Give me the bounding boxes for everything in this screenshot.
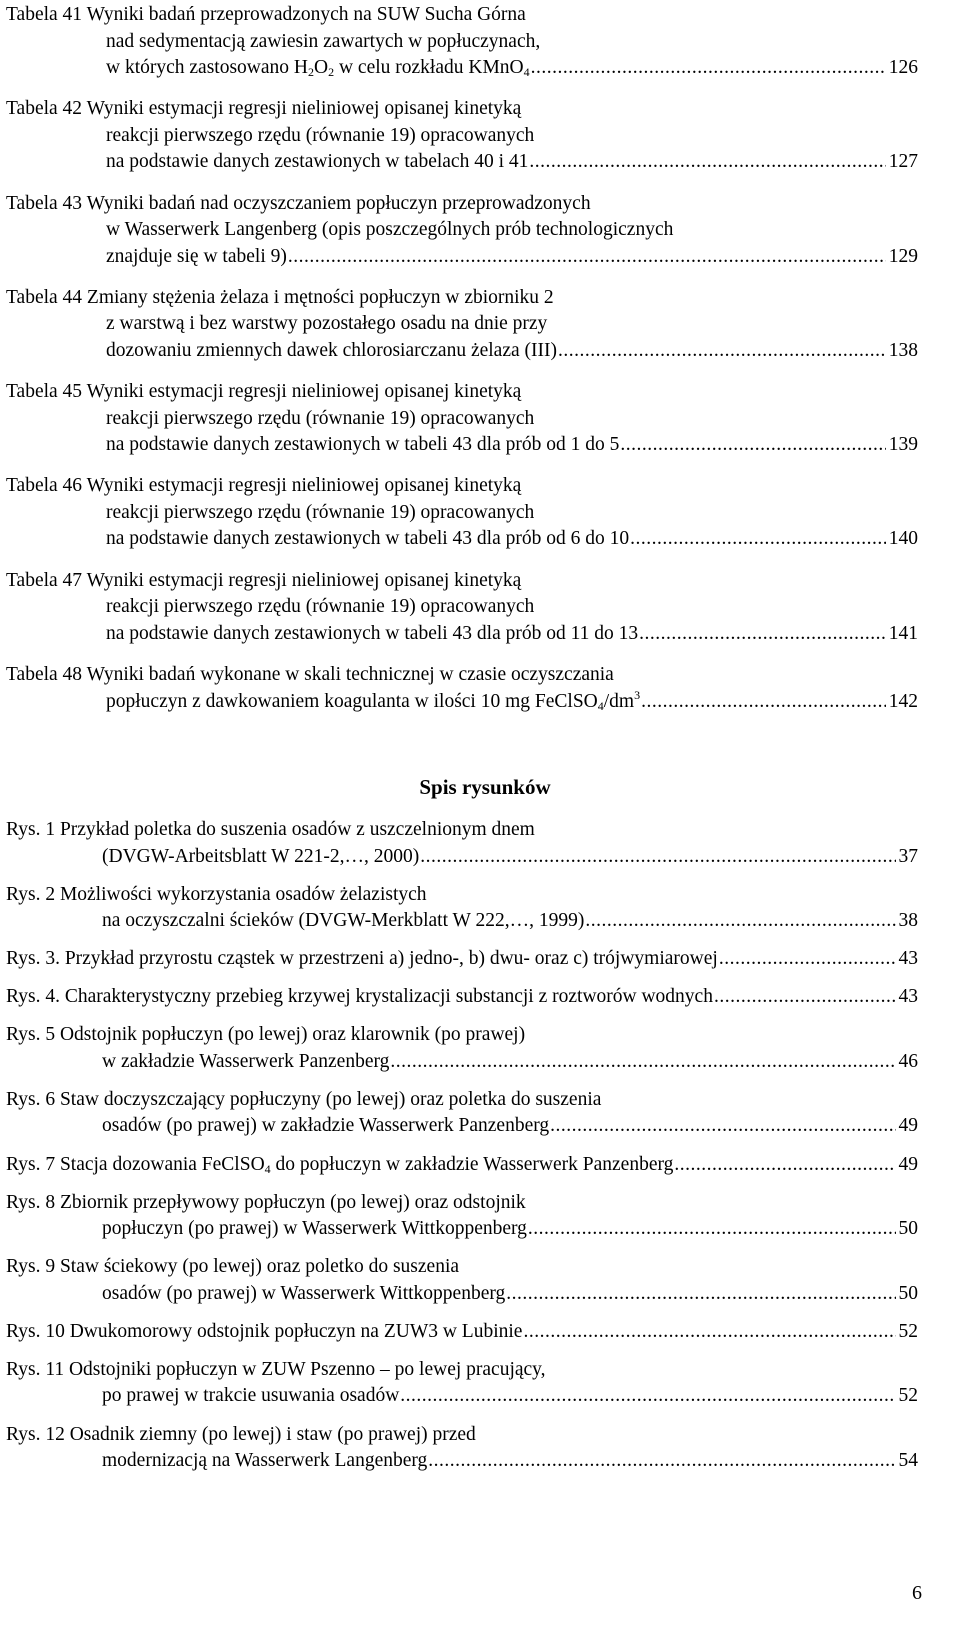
dot-leader (549, 1113, 895, 1140)
figure-entry-text-line: Rys. 6 Staw doczyszczający popłuczyny (po lewej) oraz poletka do suszenia (6, 1088, 602, 1110)
page-number: 6 (912, 1582, 922, 1604)
page-ref[interactable]: 140 (888, 528, 918, 550)
table-entry-last-line: znajduje się w tabeli 9) (106, 245, 287, 267)
page-ref[interactable]: 126 (888, 57, 918, 78)
dot-leader (522, 1319, 895, 1346)
page-ref[interactable]: 142 (888, 690, 918, 712)
table-entry-last-line: w których zastosowano $H_2O_2$ w celu rozkładu KMnO$_4$ (106, 57, 530, 79)
table-entry[interactable] (6, 96, 918, 176)
table-entry-text-line: Tabela 48 Wyniki badań wykonane w skali technicznej w czasie oczyszczania (6, 664, 614, 686)
figure-entry-last-line: popłuczyn (po prawej) w Wasserwerk Wittkoppenberg (102, 1218, 527, 1240)
table-entry[interactable] (6, 473, 918, 553)
figure-entry-text-line: Rys. 11 Odstojniki popłuczyn w ZUW Pszenno – po lewej pracujący, (6, 1358, 546, 1380)
table-entry[interactable] (6, 568, 918, 648)
dot-leader (629, 526, 886, 553)
figures-section-title: Spis rysunków (419, 775, 551, 799)
table-entry-last-line: dozowaniu zmiennych dawek chlorosiarczanu żelaza (III) (106, 339, 557, 361)
figure-entry[interactable] (6, 1152, 918, 1179)
figure-entry[interactable] (6, 1254, 918, 1307)
figure-entry-last-line: w zakładzie Wasserwerk Panzenberg (102, 1050, 390, 1072)
table-entry-text-line: reakcji pierwszego rzędu (równanie 19) opracowanych (106, 596, 535, 618)
page-ref[interactable]: 49 (898, 1153, 918, 1175)
dot-leader (427, 1448, 895, 1475)
table-entry-text-line: reakcji pierwszego rzędu (równanie 19) opracowanych (106, 124, 535, 146)
dot-leader (713, 984, 896, 1011)
figure-entry[interactable] (6, 1087, 918, 1140)
page-ref[interactable]: 54 (898, 1450, 918, 1472)
dot-leader (530, 55, 886, 82)
page-ref[interactable]: 50 (898, 1282, 918, 1304)
figure-entry[interactable] (6, 1357, 918, 1410)
table-entry[interactable] (6, 285, 918, 365)
page-ref[interactable]: 43 (898, 986, 918, 1008)
table-entry-text-line: Tabela 42 Wyniki estymacji regresji nieliniowej opisanej kinetyką (6, 98, 522, 120)
page-ref[interactable]: 138 (888, 339, 918, 361)
dot-leader (718, 946, 896, 973)
figure-entry-last-line: Rys. 10 Dwukomorowy odstojnik popłuczyn na ZUW3 w Lubinie (6, 1320, 523, 1342)
dot-leader (389, 1049, 895, 1076)
dot-leader (527, 1216, 896, 1243)
table-entry-last-line: popłuczyn z dawkowaniem koagulanta w ilości 10 mg $FeClSO_4/dm^3$ (106, 687, 641, 713)
figure-entry-text-line: Rys. 8 Zbiornik przepływowy popłuczyn (po lewej) oraz odstojnik (6, 1191, 526, 1213)
table-entry-text-line: Tabela 47 Wyniki estymacji regresji nieliniowej opisanej kinetyką (6, 569, 522, 591)
table-entry-last-line: na podstawie danych zestawionych w tabeli 43 dla prób od 11 do 13 (106, 622, 639, 644)
figure-entry-text-line: Rys. 1 Przykład poletka do suszenia osadów z uszczelnionym dnem (6, 819, 535, 840)
page-ref[interactable]: 129 (888, 245, 918, 267)
dot-leader (619, 432, 885, 459)
figure-entry-last-line: osadów (po prawej) w zakładzie Wasserwerk Panzenberg (102, 1115, 550, 1137)
page-ref[interactable]: 38 (898, 910, 918, 932)
page-ref[interactable]: 43 (898, 948, 918, 970)
table-entry-last-line: na podstawie danych zestawionych w tabeli 43 dla prób od 1 do 5 (106, 434, 620, 456)
table-entry-text-line: Tabela 44 Zmiany stężenia żelaza i mętności popłuczyn w zbiorniku 2 (6, 286, 554, 308)
table-entry[interactable] (6, 379, 918, 459)
page-ref[interactable]: 52 (898, 1385, 918, 1407)
figure-entry[interactable] (6, 1022, 918, 1075)
figure-entry-last-line: po prawej w trakcie usuwania osadów (102, 1385, 400, 1407)
page-ref[interactable]: 46 (898, 1050, 918, 1072)
page-ref[interactable]: 37 (898, 845, 918, 867)
table-entry-last-line: na podstawie danych zestawionych w tabelach 40 i 41 (106, 151, 529, 173)
figure-list (6, 817, 918, 1486)
table-entry-text-line: reakcji pierwszego rzędu (równanie 19) opracowanych (106, 407, 535, 429)
page-ref[interactable]: 49 (898, 1115, 918, 1137)
figure-entry-last-line: (DVGW-Arbeitsblatt W 221-2,…, 2000) (102, 845, 420, 867)
figure-entry-last-line: Rys. 4. Charakterystyczny przebieg krzywej krystalizacji substancji z roztworów wodnych (6, 986, 713, 1008)
figure-entry-last-line: Rys. 3. Przykład przyrostu cząstek w przestrzeni a) jedno-, b) dwu- oraz c) trójwymiarowej (6, 948, 718, 970)
figure-entry[interactable] (6, 1422, 918, 1475)
figure-entry-last-line: osadów (po prawej) w Wasserwerk Wittkoppenberg (102, 1282, 506, 1304)
figure-entry-last-line: na oczyszczalni ścieków (DVGW-Merkblatt W 222,…, 1999) (102, 910, 585, 932)
figure-entry[interactable] (6, 1319, 918, 1346)
table-entry-text-line: Tabela 43 Wyniki badań nad oczyszczaniem popłuczyn przeprowadzonych (6, 192, 591, 214)
figure-entry-text-line: Rys. 5 Odstojnik popłuczyn (po lewej) oraz klarownik (po prawej) (6, 1024, 526, 1046)
dot-leader (673, 1152, 895, 1179)
dot-leader (399, 1383, 895, 1410)
table-entry[interactable] (6, 191, 918, 271)
page-ref[interactable]: 50 (898, 1218, 918, 1240)
figure-entry[interactable] (6, 946, 918, 973)
table-entry-text-line: z warstwą i bez warstwy pozostałego osadu na dnie przy (106, 313, 548, 335)
figure-entry-last-line: Rys. 7 Stacja dozowania FeClSO$_4$ do popłuczyn w zakładzie Wasserwerk Panzenberg (6, 1153, 674, 1176)
dot-leader (584, 908, 895, 935)
dot-leader (640, 689, 886, 716)
table-entry-text-line: reakcji pierwszego rzędu (równanie 19) opracowanych (106, 501, 535, 523)
figure-entry[interactable] (6, 817, 918, 870)
table-entry[interactable] (6, 2, 918, 82)
figure-entry-text-line: Rys. 9 Staw ściekowy (po lewej) oraz poletko do suszenia (6, 1256, 460, 1278)
dot-leader (557, 338, 886, 365)
table-entry-text-line: w Wasserwerk Langenberg (opis poszczególnych prób technologicznych (106, 219, 674, 241)
page-ref[interactable]: 127 (888, 151, 918, 173)
dot-leader (505, 1281, 895, 1308)
page-ref[interactable]: 139 (888, 434, 918, 456)
figure-entry-text-line: Rys. 2 Możliwości wykorzystania osadów żelazistych (6, 883, 427, 905)
page-ref[interactable]: 141 (888, 622, 918, 644)
figure-entry-text-line: Rys. 12 Osadnik ziemny (po lewej) i staw (po prawej) przed (6, 1423, 476, 1445)
table-entry-text-line: Tabela 46 Wyniki estymacji regresji nieliniowej opisanej kinetyką (6, 475, 522, 497)
table-entry-text-line: Tabela 41 Wyniki badań przeprowadzonych na SUW Sucha Górna (6, 4, 526, 25)
table-list (6, 2, 918, 730)
dot-leader (419, 844, 895, 871)
figure-entry[interactable] (6, 882, 918, 935)
figure-entry[interactable] (6, 984, 918, 1011)
table-entry-text-line: nad sedymentacją zawiesin zawartych w popłuczynach, (106, 30, 541, 52)
table-entry-last-line: na podstawie danych zestawionych w tabeli 43 dla prób od 6 do 10 (106, 528, 630, 550)
dot-leader (638, 621, 886, 648)
figure-entry[interactable] (6, 1190, 918, 1243)
page-ref[interactable]: 52 (898, 1320, 918, 1342)
table-entry[interactable] (6, 662, 918, 715)
dot-leader (528, 149, 885, 176)
dot-leader (287, 244, 886, 271)
table-entry-text-line: Tabela 45 Wyniki estymacji regresji nieliniowej opisanej kinetyką (6, 381, 522, 403)
figure-entry-last-line: modernizacją na Wasserwerk Langenberg (102, 1450, 428, 1472)
